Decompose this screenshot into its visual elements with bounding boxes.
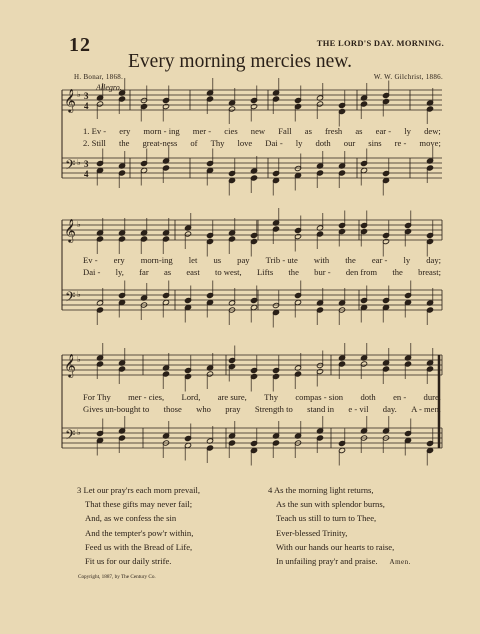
lyric-syllable: 1. Ev - — [83, 126, 107, 136]
lyric-syllable: ly, — [115, 267, 124, 277]
lyric-syllable: Ev - — [83, 255, 98, 265]
lyric-syllable: Gives un-bought to — [83, 404, 150, 414]
lyric-syllable: those — [163, 404, 182, 414]
verse-line: As the sun with splendor burns, — [276, 499, 385, 510]
composer-credit: W. W. Gilchrist, 1886. — [373, 73, 443, 81]
verse-line: Ever-blessed Trinity, — [276, 527, 348, 538]
time-signature: 3 — [84, 91, 89, 101]
lyric-line-system3-verse2 — [83, 404, 441, 414]
lyric-syllable: day; — [426, 255, 441, 265]
verse-4 — [268, 483, 411, 569]
lyric-syllable: cies — [224, 126, 238, 136]
lyric-syllable: of — [190, 138, 198, 148]
verse-line: That these gifts may never fail; — [85, 499, 193, 510]
lyric-syllable: Trib - ute — [265, 255, 298, 265]
lyric-syllable: Dai - — [83, 267, 101, 277]
lyric-syllable: Fall — [278, 126, 292, 136]
verse-line: 3 Let our pray'rs each morn prevail, — [77, 485, 201, 495]
tempo-marking: Allegro. — [96, 83, 122, 92]
lyric-syllable: e - vil — [348, 404, 369, 414]
lyric-syllable: ery — [113, 255, 125, 265]
lyric-syllable: stand in — [307, 404, 335, 414]
lyric-syllable: 2. Still — [83, 138, 106, 148]
verse-line: Fit us for our daily strife. — [85, 556, 172, 567]
lyric-syllable: A - men. — [411, 404, 441, 414]
lyric-syllable: re - — [394, 138, 407, 148]
lyric-syllable: ly — [403, 255, 411, 265]
lyric-line-system1-verse1 — [83, 126, 441, 136]
hymn-title: Every morning mercies new. — [128, 51, 352, 72]
lyric-syllable: us — [213, 255, 222, 265]
lyric-syllable: Thy — [264, 392, 278, 402]
lyric-syllable: the — [288, 267, 299, 277]
lyric-syllable: ly — [404, 126, 411, 136]
lyric-syllable: mer - — [192, 126, 212, 136]
key-flat-icon: ♭ — [77, 90, 81, 99]
verse-line: Feed us with the Bread of Life, — [85, 541, 193, 552]
treble-clef-icon: 𝄞 — [64, 218, 76, 242]
lyric-syllable: are sure, — [217, 392, 247, 402]
lyric-syllable: as — [355, 126, 363, 136]
lyric-syllable: great-ness — [142, 138, 178, 148]
key-flat-icon: ♭ — [77, 428, 81, 437]
lyric-syllable: fresh — [325, 126, 343, 136]
lyric-syllable: ear - — [371, 255, 388, 265]
page-number: 12 — [69, 34, 91, 56]
lyric-syllable: east — [186, 267, 200, 277]
lyric-syllable: the — [118, 138, 130, 148]
verse-line: Teach us still to turn to Thee, — [276, 513, 377, 524]
verse-3 — [77, 483, 200, 568]
lyric-line-system3-verse1 — [83, 392, 441, 402]
lyric-syllable: ear - — [375, 126, 392, 136]
lyric-line-system2-verse1 — [83, 255, 441, 265]
author-credit: H. Bonar, 1868. — [74, 73, 124, 81]
lyric-syllable: new — [250, 126, 266, 136]
verse-line: With our hands our hearts to raise, — [276, 541, 395, 552]
bass-clef-icon: 𝄢 — [65, 157, 76, 176]
bass-clef-icon: 𝄢 — [65, 289, 76, 308]
lyric-syllable: our — [343, 138, 356, 148]
lyric-syllable: Lifts — [256, 267, 274, 277]
lyric-syllable: as — [304, 126, 312, 136]
key-flat-icon: ♭ — [77, 290, 81, 299]
lyric-syllable: pray — [225, 404, 241, 414]
lyric-syllable: Thy — [210, 138, 225, 148]
lyric-line-system1-verse2 — [83, 138, 441, 148]
lyric-syllable: mer - cies, — [128, 392, 165, 402]
key-flat-icon: ♭ — [77, 355, 81, 364]
verse-line: In unfailing pray'r and praise. Amen. — [276, 556, 411, 567]
key-flat-icon: ♭ — [77, 220, 81, 229]
lyric-syllable: bur - — [314, 267, 331, 277]
time-signature: 4 — [84, 169, 89, 179]
treble-clef-icon: 𝄞 — [64, 88, 76, 112]
lyric-syllable: the — [392, 267, 403, 277]
lyric-syllable: love — [237, 138, 253, 148]
lyric-syllable: Lord, — [181, 392, 201, 402]
lyric-syllable: doth — [360, 392, 376, 402]
lyric-syllable: let — [188, 255, 198, 265]
copyright-notice: Copyright, 1887, by The Century Co. — [78, 574, 156, 580]
bass-clef-icon: 𝄢 — [65, 427, 76, 446]
lyric-syllable: who — [196, 404, 211, 414]
lyric-syllable: move; — [419, 138, 441, 148]
lyric-syllable: compas - sion — [295, 392, 344, 402]
lyric-syllable: day. — [382, 404, 397, 414]
lyric-syllable: Dai - — [265, 138, 283, 148]
lyric-syllable: Strength to — [254, 404, 293, 414]
treble-clef-icon: 𝄞 — [64, 353, 76, 377]
time-signature: 4 — [84, 101, 89, 111]
lyric-syllable: For Thy — [83, 392, 111, 402]
verse-line: 4 As the morning light returns, — [268, 485, 374, 495]
lyric-syllable: with — [313, 255, 330, 265]
lyric-syllable: doth — [315, 138, 331, 148]
time-signature: 3 — [84, 159, 89, 169]
lyric-syllable: breast; — [418, 267, 441, 277]
lyric-syllable: dew; — [424, 126, 441, 136]
lyric-syllable: ery — [119, 126, 131, 136]
key-flat-icon: ♭ — [77, 158, 81, 167]
lyric-line-system2-verse2 — [83, 267, 441, 277]
amen-label: Amen. — [389, 558, 411, 567]
lyric-syllable: morn-ing — [140, 255, 173, 265]
lyric-syllable: as — [163, 267, 172, 277]
lyric-syllable: to west, — [214, 267, 242, 277]
lyric-syllable: the — [345, 255, 356, 265]
lyric-syllable: en - — [393, 392, 407, 402]
lyric-syllable: dure. — [423, 392, 441, 402]
verse-line: And the tempter's pow'r within, — [85, 527, 194, 538]
lyric-syllable: den from — [345, 267, 378, 277]
lyric-syllable: morn - ing — [143, 126, 180, 136]
lyric-syllable: ly — [295, 138, 303, 148]
section-heading: THE LORD'S DAY. MORNING. — [316, 38, 444, 48]
lyric-syllable: far — [139, 267, 149, 277]
verse-line: And, as we confess the sin — [85, 513, 177, 524]
lyric-syllable: sins — [368, 138, 382, 148]
lyric-syllable: pay — [237, 255, 250, 265]
